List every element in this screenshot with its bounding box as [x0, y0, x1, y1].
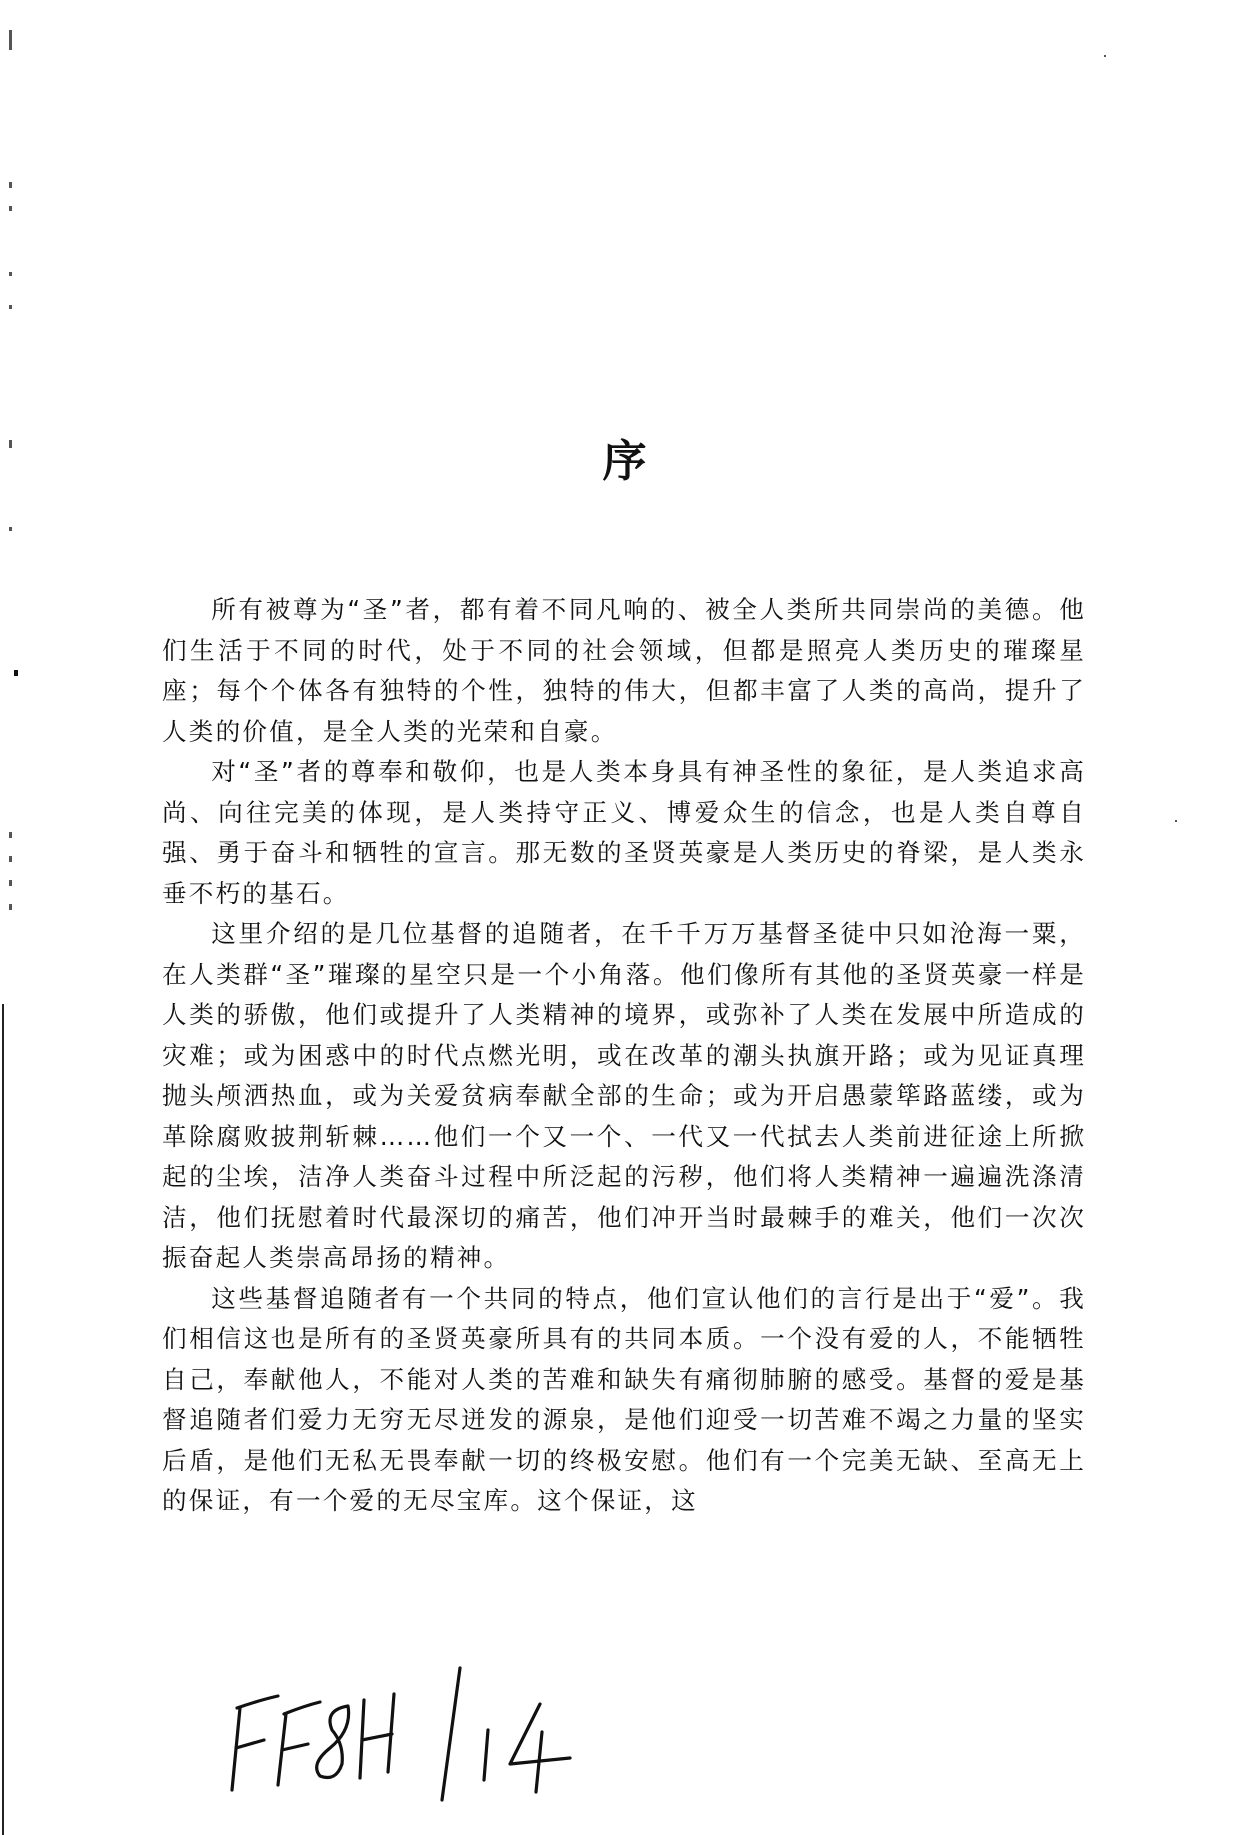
scan-mark	[14, 670, 18, 676]
handwritten-note-text: FF8H/14	[220, 1660, 225, 1661]
scan-edge-line	[2, 1004, 4, 1835]
preface-body	[162, 590, 1086, 1522]
paragraph: 所有被尊为“圣”者，都有着不同凡响的、被全人类所共同崇尚的美德。他们生活于不同的时代，处于不同的社会领域，但都是照亮人类历史的璀璨星座；每个个体各有独特的个性，独特的伟大，但都丰富了人类的高尚，提升了人类的价值，是全人类的光荣和自豪。	[162, 595, 1086, 746]
paragraph: 这些基督追随者有一个共同的特点，他们宣认他们的言行是出于“爱”。我们相信这也是所有的圣贤英豪所具有的共同本质。一个没有爱的人，不能牺牲自己，奉献他人，不能对人类的苦难和缺失有痛彻肺腑的感受。基督的爱是基督追随者们爱力无穷无尽迸发的源泉，是他们迎受一切苦难不竭之力量的坚实后盾，是他们无私无畏奉献一切的终极安慰。他们有一个完美无缺、至高无上的保证，有一个爱的无尽宝库。这个保证，这	[162, 1283, 1086, 1515]
scan-mark	[9, 856, 12, 862]
scan-mark	[9, 527, 12, 531]
paragraph: 这里介绍的是几位基督的追随者，在千千万万基督圣徒中只如沧海一粟，在人类群“圣”璀璨的星空只是一个小角落。他们像所有其他的圣贤英豪一样是人类的骄傲，他们或提升了人类精神的境界，或弥补了人类在发展中所造成的灾难；或为困惑中的时代点燃光明，或在改革的潮头执旗开路；或为见证真理抛头颅洒热血，或为关爱贫病奉献全部的生命；或为开启愚蒙筚路蓝缕，或为革除腐败披荆斩棘……他们一个又一个、一代又一代拭去人类前进征途上所掀起的尘埃，洁净人类奋斗过程中所泛起的污秽，他们将人类精神一遍遍洗涤清洁，他们抚慰着时代最深切的痛苦，他们冲开当时最棘手的难关，他们一次次振奋起人类崇高昂扬的精神。	[162, 919, 1086, 1272]
scan-mark	[9, 305, 12, 309]
scan-mark	[9, 880, 12, 886]
scan-mark	[1175, 820, 1177, 822]
scan-mark	[9, 904, 12, 910]
scan-mark	[9, 832, 12, 838]
scan-mark	[9, 206, 12, 211]
handwritten-annotation	[220, 1660, 620, 1810]
page-title: 序	[602, 436, 649, 487]
scan-mark	[9, 272, 12, 276]
scan-mark	[9, 182, 12, 188]
scan-mark	[9, 30, 12, 50]
paragraph: 对“圣”者的尊奉和敬仰，也是人类本身具有神圣性的象征，是人类追求高尚、向往完美的体现，是人类持守正义、博爱众生的信念，也是人类自尊自强、勇于奋斗和牺牲的宣言。那无数的圣贤英豪是人类历史的脊梁，是人类永垂不朽的基石。	[162, 757, 1086, 908]
scan-mark	[1104, 55, 1106, 57]
